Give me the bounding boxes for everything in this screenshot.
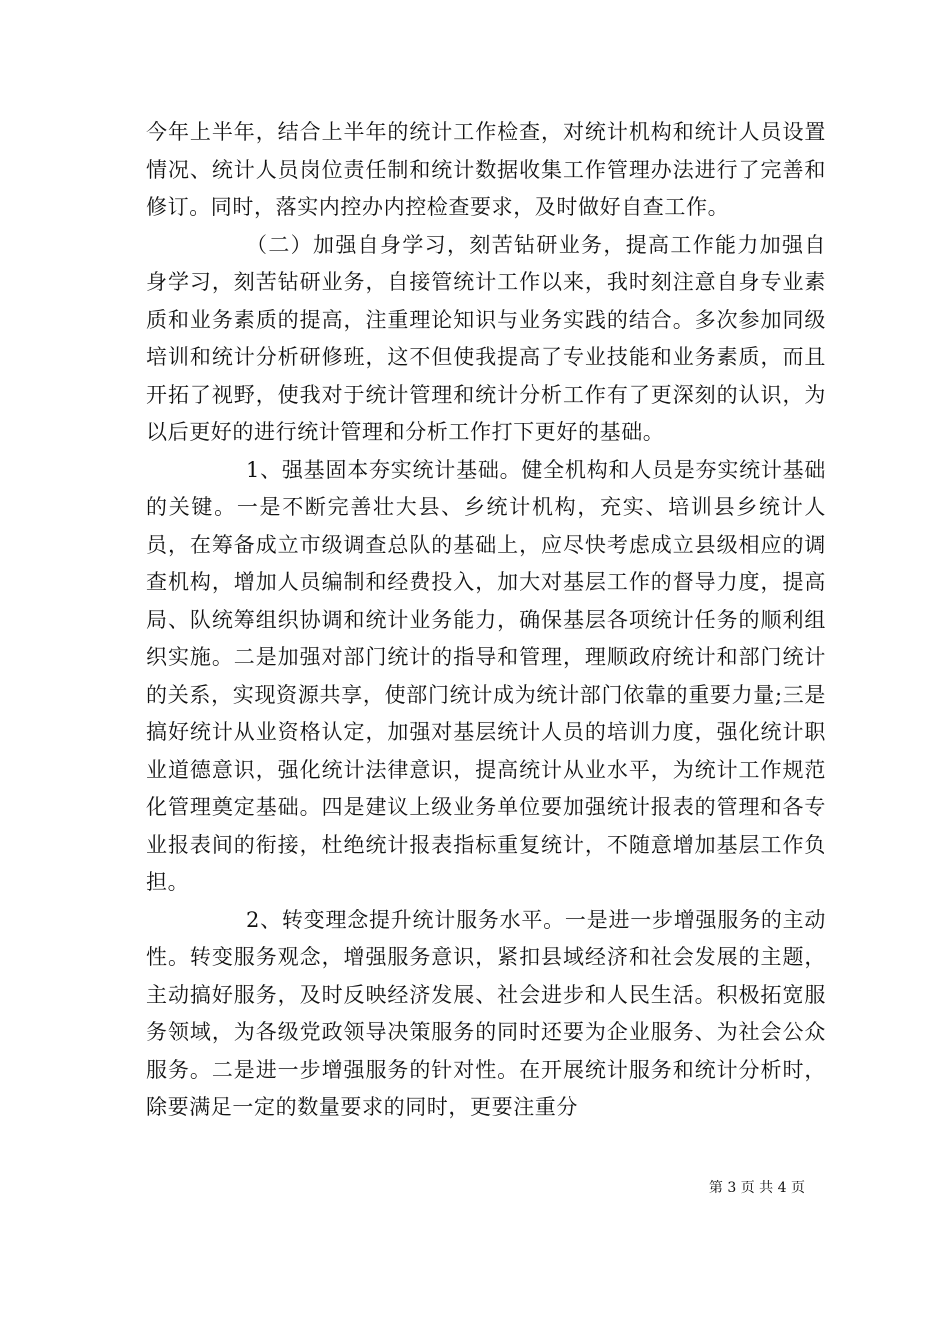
document-body [146, 114, 826, 1127]
paragraph-service-level: 2、转变理念提升统计服务水平。一是进一步增强服务的主动性。转变服务观念，增强服务意识，紧扣县域经济和社会发展的主题，主动搞好服务，及时反映经济发展、社会进步和人民生活。积极拓宽服务领域，为各级党政领导决策服务的同时还要为企业服务、为社会公众服务。二是进一步增强服务的针对性。在开展统计服务和统计分析时，除要满足一定的数量要求的同时，更要注重分 [146, 907, 826, 1119]
paragraph-statistics-foundation: 1、强基固本夯实统计基础。健全机构和人员是夯实统计基础的关键。一是不断完善壮大县、乡统计机构，充实、培训县乡统计人员，在筹备成立市级调查总队的基础上，应尽快考虑成立县级相应的调查机构，增加人员编制和经费投入，加大对基层工作的督导力度，提高局、队统筹组织协调和统计业务能力，确保基层各项统计任务的顺利组织实施。二是加强对部门统计的指导和管理，理顺政府统计和部门统计的关系，实现资源共享，使部门统计成为统计部门依靠的重要力量;三是搞好统计从业资格认定，加强对基层统计人员的培训力度，强化统计职业道德意识，强化统计法律意识，提高统计从业水平，为统计工作规范化管理奠定基础。四是建议上级业务单位要加强统计报表的管理和各专业报表间的衔接，杜绝统计报表指标重复统计，不随意增加基层工作负担。 [146, 457, 826, 894]
paragraph-self-inspection: 今年上半年，结合上半年的统计工作检查，对统计机构和统计人员设置情况、统计人员岗位责任制和统计数据收集工作管理办法进行了完善和修订。同时，落实内控办内控检查要求，及时做好自查工作。 [146, 120, 826, 219]
page-number-footer: 第 3 页 共 4 页 [708, 1180, 805, 1196]
paragraph-self-study: （二）加强自身学习，刻苦钻研业务，提高工作能力加强自身学习，刻苦钻研业务，自接管统计工作以来，我时刻注意自身专业素质和业务素质的提高，注重理论知识与业务实践的结合。多次参加同级培训和统计分析研修班，这不但使我提高了专业技能和业务素质，而且开拓了视野，使我对于统计管理和统计分析工作有了更深刻的认识，为以后更好的进行统计管理和分析工作打下更好的基础。 [146, 232, 826, 444]
